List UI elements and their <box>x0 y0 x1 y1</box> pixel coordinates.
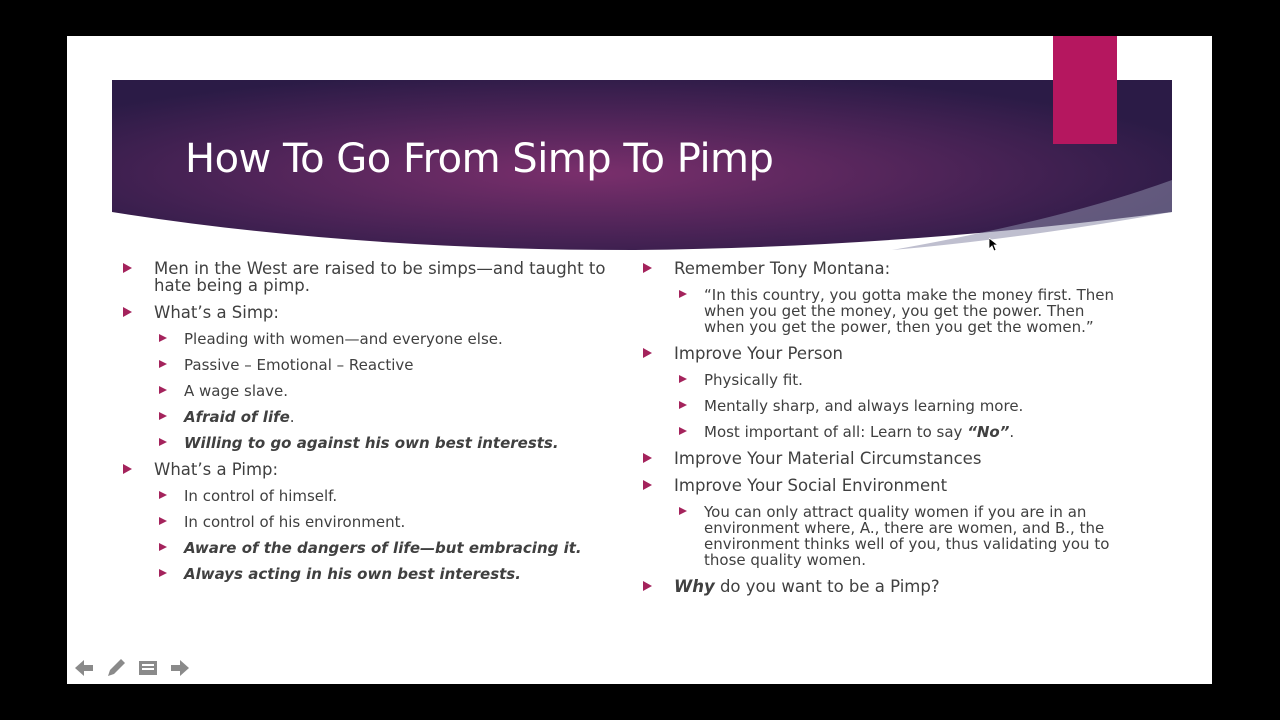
list-subitem: In control of his environment. <box>159 514 641 530</box>
list-subitem: Always acting in his own best interests. <box>159 566 641 582</box>
accent-rectangle <box>1053 36 1117 144</box>
bullet-arrow-icon <box>679 401 687 409</box>
slideshow-nav <box>72 656 192 680</box>
list-subitem: Most important of all: Learn to say “No”. <box>679 424 1181 440</box>
bullet-arrow-icon <box>159 491 167 499</box>
bullet-arrow-icon <box>159 543 167 551</box>
list-subitem: Aware of the dangers of life—but embracing it. <box>159 540 641 556</box>
list-subitem: A wage slave. <box>159 383 641 399</box>
bullet-arrow-icon <box>159 360 167 368</box>
list-item: Improve Your Material Circumstances <box>641 450 1181 467</box>
bullet-arrow-icon <box>679 375 687 383</box>
list-item: Improve Your Person Physically fit. Mentally sharp, and always learning more. Most important of all: Learn to say “No”. <box>641 345 1181 440</box>
arrow-right-icon[interactable] <box>168 656 192 680</box>
list-subitem: In control of himself. <box>159 488 641 504</box>
list-subitem: Pleading with women—and everyone else. <box>159 331 641 347</box>
right-column <box>641 260 1181 605</box>
pen-icon[interactable] <box>104 656 128 680</box>
bullet-arrow-icon <box>159 386 167 394</box>
list-subitem: You can only attract quality women if you are in an environment where, A., there are women, and B., the environment thinks well of you, thus validating you to those quality women. <box>679 504 1121 568</box>
list-subitem: Passive – Emotional – Reactive <box>159 357 641 373</box>
bullet-arrow-icon <box>643 348 652 358</box>
list-item: Improve Your Social Environment You can only attract quality women if you are in an environment where, A., there are women, and B., the environment thinks well of you, thus validating you to those quality women. <box>641 477 1181 568</box>
bullet-arrow-icon <box>123 464 132 474</box>
bullet-arrow-icon <box>643 480 652 490</box>
bullet-arrow-icon <box>159 412 167 420</box>
list-item: Men in the West are raised to be simps—and taught to hate being a pimp. <box>121 260 641 294</box>
menu-icon[interactable] <box>136 656 160 680</box>
bullet-arrow-icon <box>159 517 167 525</box>
mouse-pointer-icon <box>989 238 999 257</box>
list-item: What’s a Simp: Pleading with women—and everyone else. Passive – Emotional – Reactive A wage slave. Afraid of life. Willing to go against his own best interests. <box>121 304 641 451</box>
bullet-arrow-icon <box>159 438 167 446</box>
bullet-arrow-icon <box>679 507 687 515</box>
list-item: Remember Tony Montana: “In this country, you gotta make the money first. Then when you get the money, you get the power. Then when you get the power, then you get the women.” <box>641 260 1181 335</box>
bullet-arrow-icon <box>643 453 652 463</box>
bullet-arrow-icon <box>679 290 687 298</box>
bullet-arrow-icon <box>159 334 167 342</box>
bullet-arrow-icon <box>643 581 652 591</box>
list-item: What’s a Pimp: In control of himself. In control of his environment. Aware of the dangers of life—but embracing it. Always acting in his own best interests. <box>121 461 641 582</box>
bullet-arrow-icon <box>159 569 167 577</box>
list-subitem: Physically fit. <box>679 372 1181 388</box>
list-subitem: Afraid of life. <box>159 409 641 425</box>
list-item: Why do you want to be a Pimp? <box>641 578 1181 595</box>
bullet-arrow-icon <box>643 263 652 273</box>
bullet-arrow-icon <box>123 307 132 317</box>
list-subitem: “In this country, you gotta make the money first. Then when you get the money, you get the power. Then when you get the power, then you get the women.” <box>679 287 1121 335</box>
arrow-left-icon[interactable] <box>72 656 96 680</box>
bullet-arrow-icon <box>679 427 687 435</box>
slide <box>67 36 1212 684</box>
bullet-arrow-icon <box>123 263 132 273</box>
slide-title: How To Go From Simp To Pimp <box>185 136 774 182</box>
list-subitem: Mentally sharp, and always learning more. <box>679 398 1181 414</box>
left-column <box>121 260 641 592</box>
list-subitem: Willing to go against his own best interests. <box>159 435 641 451</box>
